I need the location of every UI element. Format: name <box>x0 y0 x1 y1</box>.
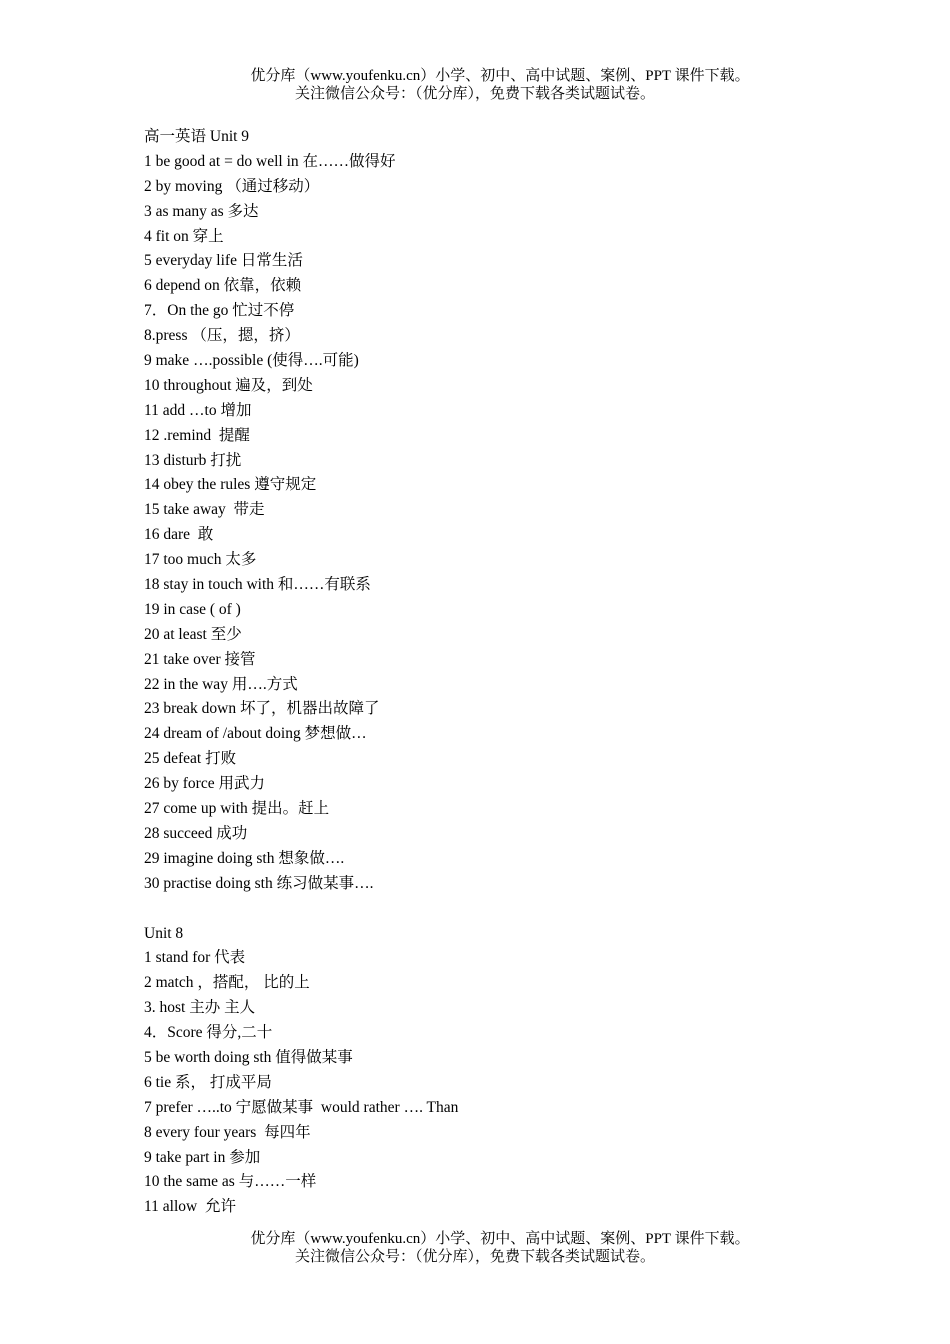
list-item: 6 depend on 依靠，依赖 <box>144 277 302 295</box>
list-item: 17 too much 太多 <box>144 551 257 569</box>
list-item: 30 practise doing sth 练习做某事…. <box>144 874 374 892</box>
document-body <box>144 125 904 1220</box>
list-item: 28 succeed 成功 <box>144 824 248 842</box>
list-item: 24 dream of /about doing 梦想做… <box>144 725 367 743</box>
list-item: 10 throughout 遍及，到处 <box>144 376 313 394</box>
list-item: 5 be worth doing sth 值得做某事 <box>144 1048 353 1066</box>
footer-line-1: 优分库（www.youfenku.cn）小学、初中、高中试题、案例、PPT 课件下载。 <box>250 1231 750 1247</box>
unit9-list <box>144 150 904 897</box>
list-item: 29 imagine doing sth 想象做…. <box>144 849 345 867</box>
unit8-title: Unit 8 <box>144 924 184 942</box>
list-item: 8.press （压，摁，挤） <box>144 327 300 345</box>
list-item: 23 break down 坏了，机器出故障了 <box>144 700 380 718</box>
list-item: 5 everyday life 日常生活 <box>144 252 303 270</box>
unit8-list <box>144 946 904 1220</box>
list-item: 14 obey the rules 遵守规定 <box>144 476 317 494</box>
list-item: 12 .remind 提醒 <box>144 426 250 444</box>
list-item: 20 at least 至少 <box>144 625 242 643</box>
list-item: 7 prefer …..to 宁愿做某事 would rather …. Than <box>144 1098 459 1116</box>
page-header <box>0 67 950 103</box>
header-line-1: 优分库（www.youfenku.cn）小学、初中、高中试题、案例、PPT 课件下载。 <box>250 68 750 84</box>
list-item: 16 dare 敢 <box>144 526 214 544</box>
header-line-2: 关注微信公众号：（优分库），免费下载各类试题试卷。 <box>294 86 655 102</box>
list-item: 3. host 主办 主人 <box>144 999 256 1017</box>
list-item: 9 take part in 参加 <box>144 1148 261 1166</box>
list-item: 7．On the go 忙过不停 <box>144 302 295 320</box>
list-item: 21 take over 接管 <box>144 650 256 668</box>
list-item: 15 take away 带走 <box>144 501 265 519</box>
list-item: 4．Score 得分,二十 <box>144 1024 273 1042</box>
list-item: 11 add …to 增加 <box>144 401 252 419</box>
list-item: 27 come up with 提出。赶上 <box>144 800 330 818</box>
list-item: 4 fit on 穿上 <box>144 227 224 245</box>
list-item: 3 as many as 多达 <box>144 202 259 220</box>
list-item: 26 by force 用武力 <box>144 775 265 793</box>
list-item: 9 make ….possible (使得….可能) <box>144 352 359 370</box>
list-item: 8 every four years 每四年 <box>144 1123 311 1141</box>
list-item: 18 stay in touch with 和……有联系 <box>144 576 371 594</box>
list-item: 22 in the way 用….方式 <box>144 675 298 693</box>
list-item: 13 disturb 打扰 <box>144 451 242 469</box>
list-item: 2 by moving （通过移动） <box>144 177 320 195</box>
list-item: 11 allow 允许 <box>144 1198 236 1216</box>
page-footer <box>0 1230 950 1266</box>
list-item: 25 defeat 打败 <box>144 750 237 768</box>
list-item: 1 stand for 代表 <box>144 949 246 967</box>
section-spacer <box>144 897 904 922</box>
footer-line-2: 关注微信公众号：（优分库），免费下载各类试题试卷。 <box>294 1249 655 1265</box>
list-item: 10 the same as 与……一样 <box>144 1173 317 1191</box>
unit9-title: 高一英语 Unit 9 <box>144 128 250 145</box>
list-item: 1 be good at = do well in 在……做得好 <box>144 152 396 170</box>
list-item: 19 in case ( of ) <box>144 600 241 618</box>
list-item: 2 match ，搭配， 比的上 <box>144 974 310 992</box>
list-item: 6 tie 系， 打成平局 <box>144 1073 272 1091</box>
